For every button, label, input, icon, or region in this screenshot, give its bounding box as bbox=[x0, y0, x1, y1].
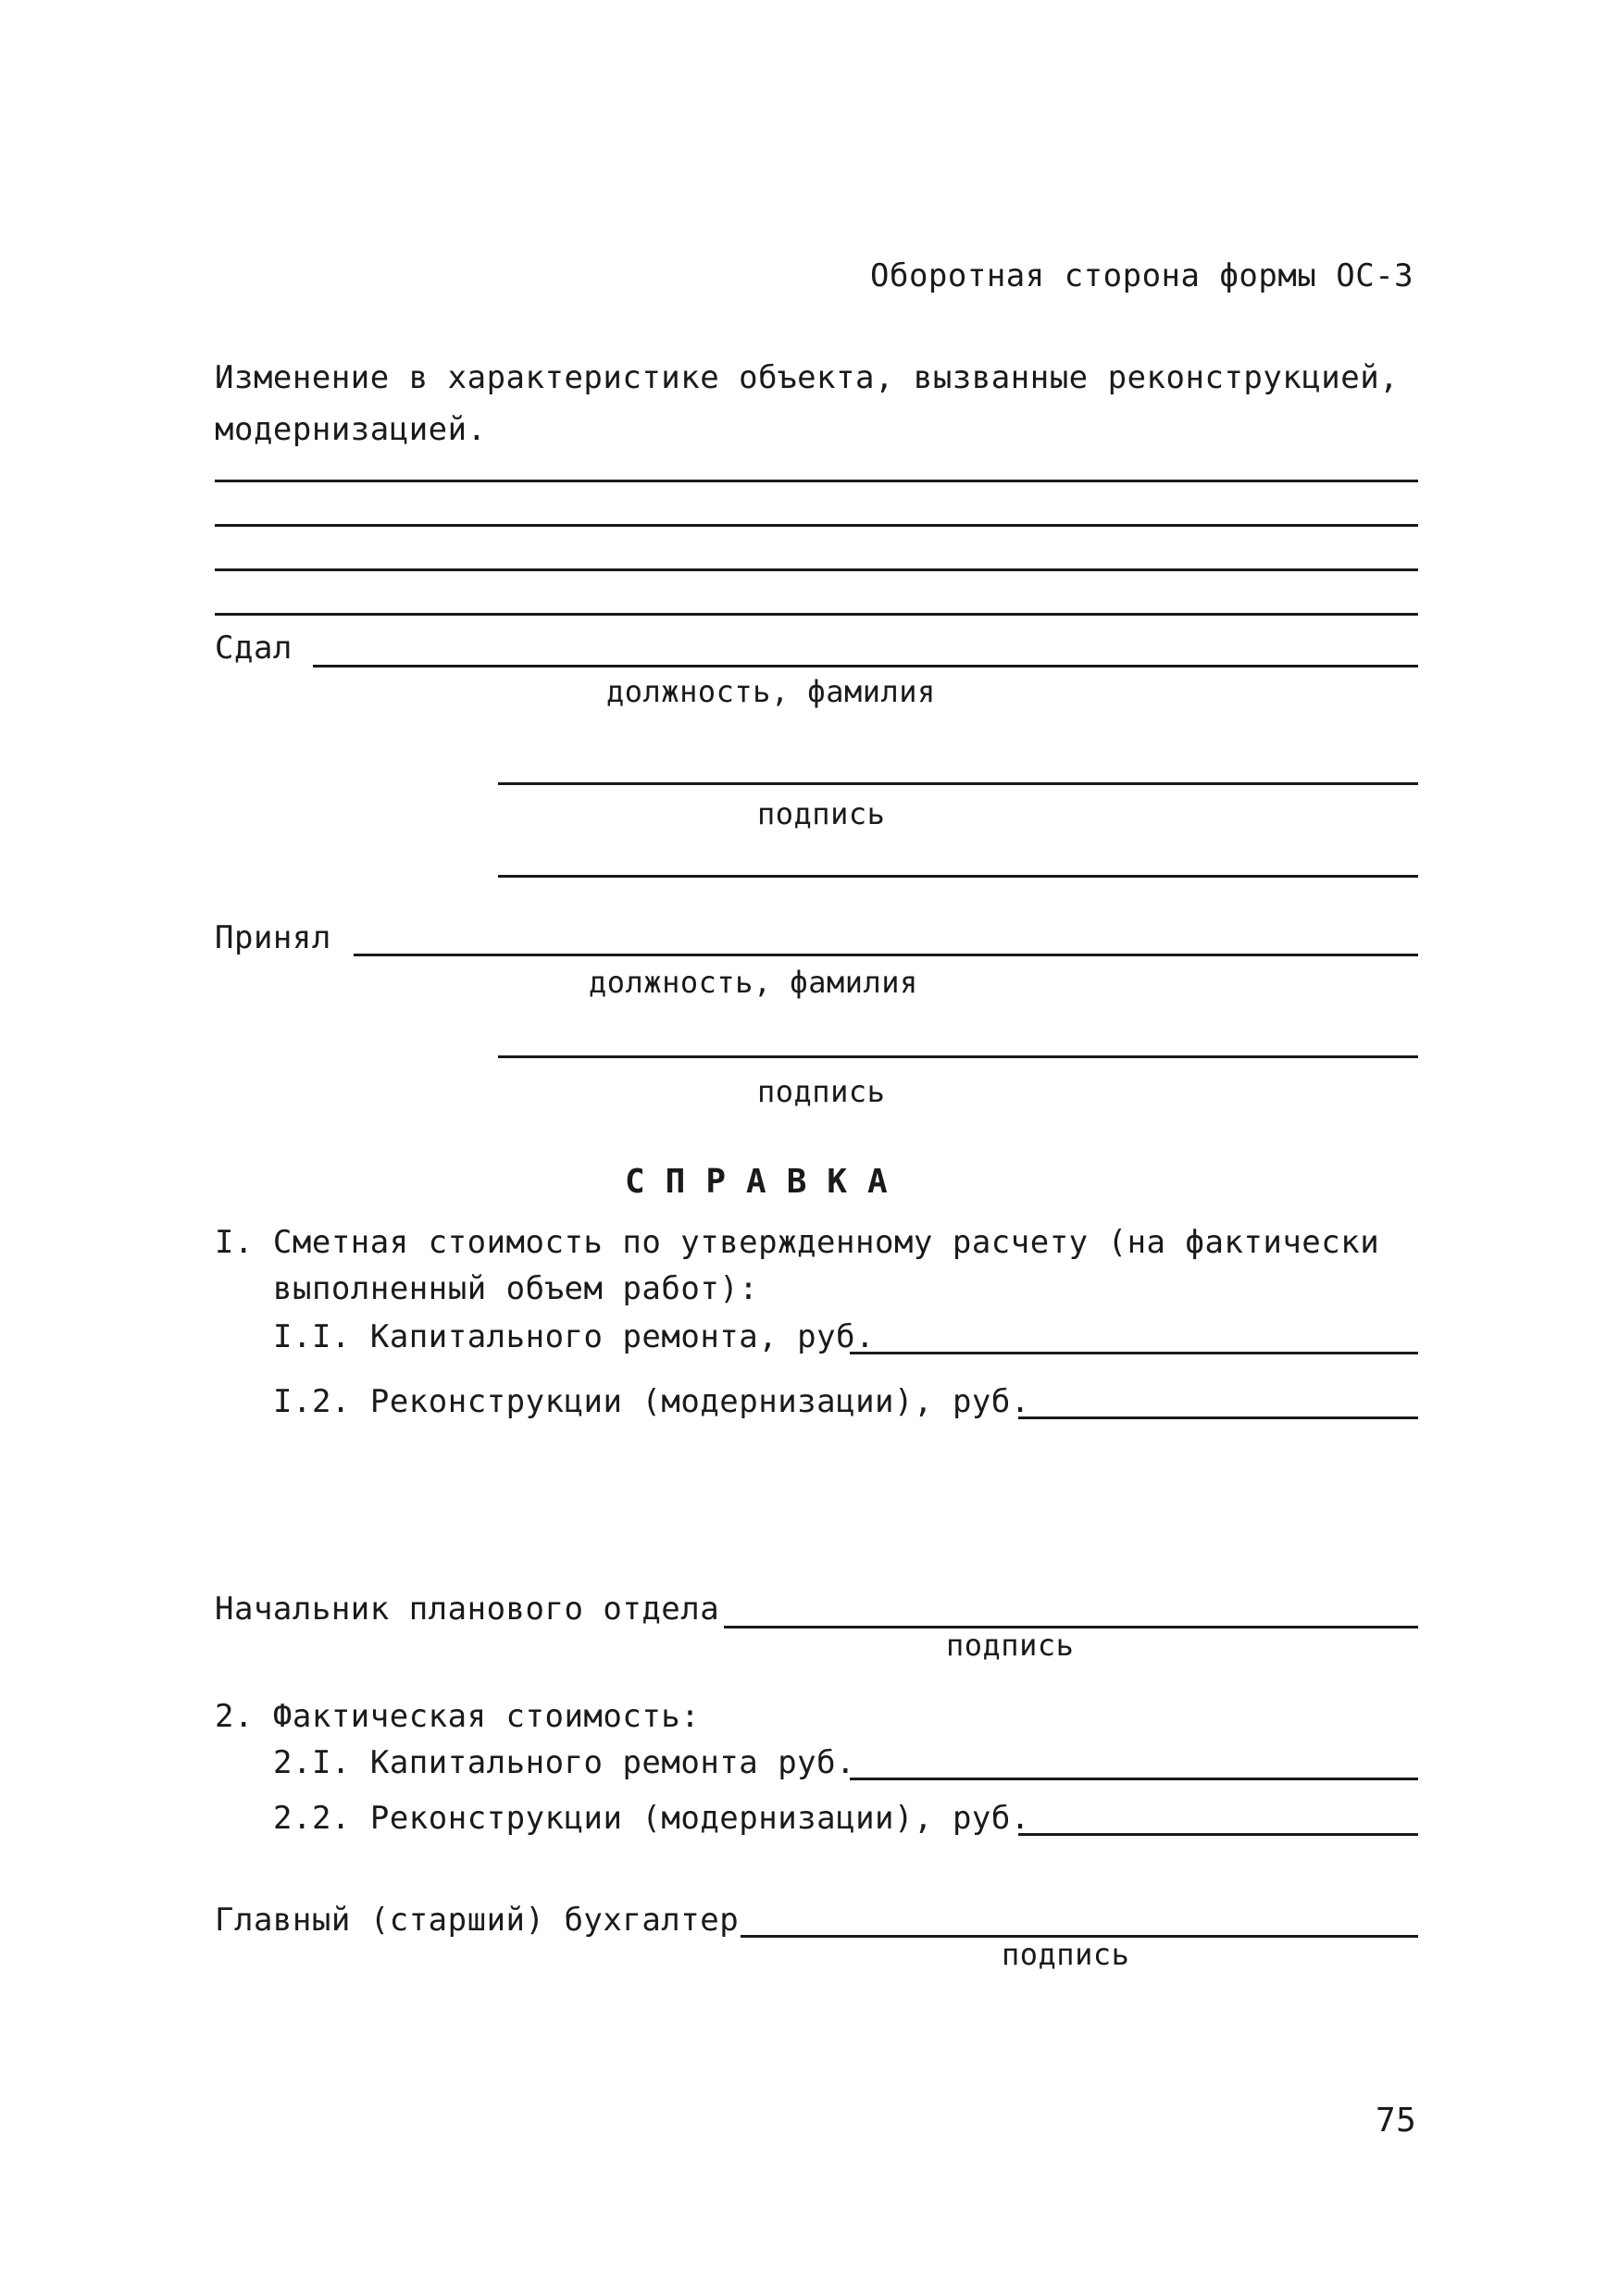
planning-head-label: Начальник планового отдела bbox=[215, 1591, 720, 1628]
item-2-label: 2. Фактическая стоимость: bbox=[215, 1698, 701, 1735]
item-1-2-label: I.2. Реконструкции (модернизации), руб. bbox=[273, 1383, 1030, 1420]
item-1-line-2: выполненный объем работ): bbox=[273, 1270, 759, 1307]
changes-fill-line-3[interactable] bbox=[215, 568, 1418, 571]
item-1-1-field[interactable] bbox=[850, 1352, 1418, 1354]
chief-accountant-signature-caption: подпись bbox=[1002, 1937, 1130, 1972]
handed-signature-field[interactable] bbox=[498, 782, 1418, 785]
handed-position-name-field[interactable] bbox=[313, 665, 1418, 668]
changes-fill-line-1[interactable] bbox=[215, 480, 1418, 482]
form-side-title: Оборотная сторона формы ОС-3 bbox=[870, 257, 1414, 294]
accepted-signature-caption: подпись bbox=[757, 1074, 886, 1109]
changes-fill-line-2[interactable] bbox=[215, 524, 1418, 527]
changes-paragraph bbox=[215, 352, 1399, 455]
handed-signature-caption: подпись bbox=[757, 796, 886, 831]
changes-text-line-1: Изменение в характеристике объекта, вызванные реконструкцией, bbox=[215, 359, 1400, 396]
spravka-title: СПРАВКА bbox=[625, 1163, 908, 1201]
item-2-1-field[interactable] bbox=[850, 1778, 1418, 1780]
item-1-1-label: I.I. Капитального ремонта, руб. bbox=[273, 1318, 876, 1355]
accepted-position-name-caption: должность, фамилия bbox=[589, 965, 918, 1000]
page-number: 75 bbox=[1376, 2102, 1417, 2140]
item-2-1-label: 2.I. Капитального ремонта руб. bbox=[273, 1744, 856, 1781]
accepted-position-name-field[interactable] bbox=[354, 954, 1418, 956]
accepted-signature-field[interactable] bbox=[498, 1055, 1418, 1058]
handed-position-name-caption: должность, фамилия bbox=[606, 674, 936, 709]
accepted-label: Принял bbox=[215, 919, 331, 956]
item-1-line-1: I. Сметная стоимость по утвержденному расчету (на фактически bbox=[215, 1224, 1380, 1261]
chief-accountant-label: Главный (старший) бухгалтер bbox=[215, 1902, 740, 1939]
item-1-2-field[interactable] bbox=[1018, 1416, 1418, 1419]
handed-label: Сдал bbox=[215, 630, 293, 667]
handed-extra-line[interactable] bbox=[498, 875, 1418, 878]
changes-fill-line-4[interactable] bbox=[215, 613, 1418, 616]
planning-head-signature-caption: подпись bbox=[946, 1628, 1075, 1663]
item-2-2-field[interactable] bbox=[1018, 1833, 1418, 1836]
changes-text-line-2: модернизацией. bbox=[215, 411, 487, 448]
item-2-2-label: 2.2. Реконструкции (модернизации), руб. bbox=[273, 1800, 1030, 1837]
